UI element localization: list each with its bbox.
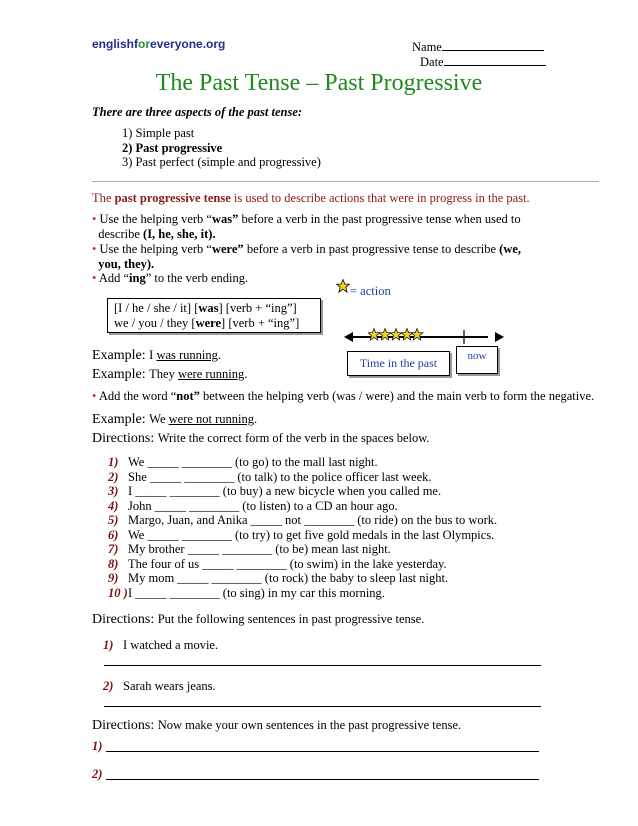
aspect-item: 3) Past perfect (simple and progressive) (122, 155, 321, 169)
sentence-item: 2) Sarah wears jeans. (103, 679, 216, 693)
example-negative: Example: We were not running. (92, 412, 258, 427)
name-field[interactable]: Name (412, 38, 544, 54)
formula-line: we / you / they [were] [verb + “ing”] (114, 316, 300, 330)
example-1: Example: I was running. (92, 348, 222, 363)
own-answer-line[interactable] (106, 779, 539, 780)
divider (92, 181, 599, 182)
legend-text: = action (350, 284, 391, 298)
question-item[interactable]: 8) The four of us _____ ________ (to swim) in the lake yesterday. (108, 556, 447, 571)
page-title: The Past Tense – Past Progressive (155, 70, 483, 96)
rule-ing: • Add “ing” to the verb ending. (92, 271, 249, 285)
intro-text: There are three aspects of the past tense: (92, 105, 303, 119)
aspects-list (122, 126, 321, 170)
question-item[interactable]: 5) Margo, Juan, and Anika _____ not ________ (to ride) on the bus to work. (108, 513, 498, 527)
own-sentence-label: 2) (92, 767, 103, 781)
formula-box (107, 298, 321, 333)
question-item[interactable]: 4) John _____ ________ (to listen) to a CD an hour ago. (108, 498, 398, 513)
now-box: now (456, 346, 498, 374)
site-logo: englishforeveryone.org (92, 37, 226, 51)
star-icon (336, 279, 350, 293)
question-item[interactable]: 6) We _____ ________ (to try) to get five gold medals in the last Olympics. (108, 527, 495, 542)
sentence-item: 1) I watched a movie. (103, 638, 219, 652)
answer-line[interactable] (104, 706, 541, 707)
question-item[interactable]: 7) My brother _____ ________ (to be) mean last night. (108, 542, 391, 556)
action-stars-icon (368, 328, 424, 342)
formula-line: [I / he / she / it] [was] [verb + “ing”] (114, 301, 297, 315)
rule-negative: • Add the word “not” between the helping verb (was / were) and the main verb to form the negative. (92, 389, 595, 403)
question-item[interactable]: 2) She _____ ________ (to talk) to the police officer last week. (108, 469, 432, 484)
own-sentence-label: 1) (92, 739, 103, 753)
directions-1: Directions: Write the correct form of the verb in the spaces below. (92, 431, 430, 446)
question-item[interactable]: 3) I _____ ________ (to buy) a new bicycle when you called me. (108, 484, 442, 498)
answer-line[interactable] (104, 665, 541, 666)
definition-text: The past progressive tense is used to describe actions that were in progress in the past. (92, 191, 530, 205)
question-item[interactable]: 10 )I _____ ________ (to sing) in my car this morning. (108, 585, 385, 600)
own-answer-line[interactable] (106, 751, 539, 752)
directions-2: Directions: Put the following sentences in past progressive tense. (92, 612, 425, 627)
question-item[interactable]: 1) We _____ ________ (to go) to the mall last night. (108, 455, 378, 469)
aspect-item: 1) Simple past (122, 126, 195, 140)
example-2: Example: They were running. (92, 367, 248, 382)
aspect-item: 2) Past progressive (122, 140, 223, 155)
directions-3: Directions: Now make your own sentences in the past progressive tense. (92, 718, 462, 733)
time-past-box: Time in the past (347, 351, 450, 376)
date-field[interactable]: Date (420, 53, 546, 69)
rule-were: • Use the helping verb “were” before a verb in past progressive tense to describe (we, you, they). (92, 242, 522, 271)
question-item[interactable]: 9) My mom _____ ________ (to rock) the baby to sleep last night. (108, 571, 449, 585)
rule-was: • Use the helping verb “was” before a verb in the past progressive tense when used to describe (I, he, she, it). (92, 212, 521, 241)
